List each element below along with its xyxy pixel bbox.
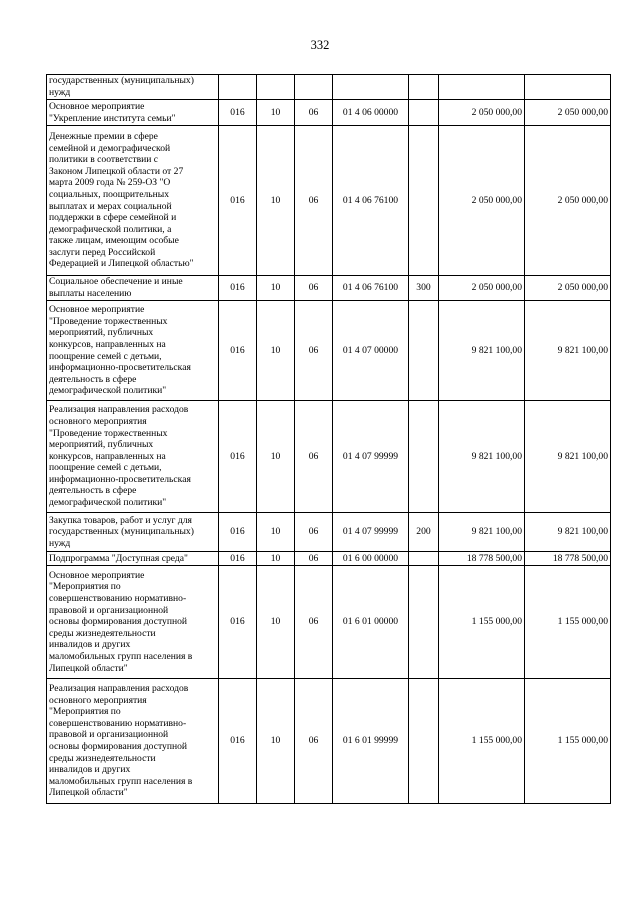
row-name: Основное мероприятие "Укрепление института семьи" — [47, 100, 219, 126]
row-subsection: 06 — [295, 276, 333, 301]
page-number: 332 — [310, 38, 330, 52]
row-section: 10 — [257, 552, 295, 566]
row-grbs: 016 — [219, 566, 257, 679]
row-expense-type — [409, 100, 439, 126]
row-subsection: 06 — [295, 301, 333, 401]
row-target-article — [333, 75, 409, 100]
row-sum-2: 18 778 500,00 — [525, 552, 611, 566]
row-subsection — [295, 75, 333, 100]
row-grbs: 016 — [219, 301, 257, 401]
row-target-article: 01 4 07 99999 — [333, 513, 409, 552]
row-sum-2: 2 050 000,00 — [525, 100, 611, 126]
table-row — [47, 276, 611, 301]
row-section: 10 — [257, 513, 295, 552]
row-name: государственных (муниципальных) нужд — [47, 75, 219, 100]
row-grbs — [219, 75, 257, 100]
row-expense-type — [409, 552, 439, 566]
row-section: 10 — [257, 566, 295, 679]
table-row — [47, 679, 611, 804]
row-subsection: 06 — [295, 401, 333, 513]
row-expense-type — [409, 126, 439, 276]
row-subsection: 06 — [295, 513, 333, 552]
row-subsection: 06 — [295, 552, 333, 566]
row-grbs: 016 — [219, 100, 257, 126]
row-section: 10 — [257, 679, 295, 804]
row-name: Денежные премии в сфере семейной и демографической политики в соответствии с Законом Липецкой области от 27 марта 2009 года № 259-ОЗ "О социальных, поощрительных выплатах и мерах социальной поддержки в сфере семейной и демографической политики, а также лицам, имеющим особые заслуги перед Российской Федерацией и Липецкой областью" — [47, 126, 219, 276]
row-subsection: 06 — [295, 679, 333, 804]
table-row — [47, 100, 611, 126]
table-body — [47, 75, 611, 804]
row-expense-type — [409, 566, 439, 679]
row-section: 10 — [257, 126, 295, 276]
row-sum-1: 1 155 000,00 — [439, 566, 525, 679]
row-subsection: 06 — [295, 126, 333, 276]
row-grbs: 016 — [219, 552, 257, 566]
row-expense-type — [409, 679, 439, 804]
row-grbs: 016 — [219, 276, 257, 301]
row-expense-type — [409, 401, 439, 513]
row-name: Подпрограмма "Доступная среда" — [47, 552, 219, 566]
row-target-article: 01 4 06 00000 — [333, 100, 409, 126]
row-expense-type — [409, 75, 439, 100]
row-section: 10 — [257, 401, 295, 513]
row-name: Реализация направления расходов основного мероприятия "Мероприятия по совершенствованию нормативно- правовой и организационной основы формирования доступной среды жизнедеятельности инвалидов и других маломобильных групп населения в Липецкой области" — [47, 679, 219, 804]
row-sum-2 — [525, 75, 611, 100]
row-sum-1: 18 778 500,00 — [439, 552, 525, 566]
row-name: Основное мероприятие "Проведение торжественных мероприятий, публичных конкурсов, направленных на поощрение семей с детьми, информационно-просветительская деятельность в сфере демографической политики" — [47, 301, 219, 401]
row-name: Реализация направления расходов основного мероприятия "Проведение торжественных мероприятий, публичных конкурсов, направленных на поощрение семей с детьми, информационно-просветительская деятельность в сфере демографической политики" — [47, 401, 219, 513]
row-section — [257, 75, 295, 100]
table-row — [47, 513, 611, 552]
row-sum-2: 1 155 000,00 — [525, 566, 611, 679]
row-sum-1 — [439, 75, 525, 100]
row-target-article: 01 6 01 99999 — [333, 679, 409, 804]
row-expense-type: 200 — [409, 513, 439, 552]
row-sum-2: 9 821 100,00 — [525, 401, 611, 513]
row-name: Основное мероприятие "Мероприятия по совершенствованию нормативно- правовой и организационной основы формирования доступной среды жизнедеятельности инвалидов и других маломобильных групп населения в Липецкой области" — [47, 566, 219, 679]
row-expense-type — [409, 301, 439, 401]
row-target-article: 01 4 06 76100 — [333, 276, 409, 301]
row-target-article: 01 4 06 76100 — [333, 126, 409, 276]
table-row — [47, 566, 611, 679]
row-name: Закупка товаров, работ и услуг для государственных (муниципальных) нужд — [47, 513, 219, 552]
row-target-article: 01 6 00 00000 — [333, 552, 409, 566]
row-grbs: 016 — [219, 513, 257, 552]
row-subsection: 06 — [295, 100, 333, 126]
table-row — [47, 75, 611, 100]
row-sum-1: 2 050 000,00 — [439, 276, 525, 301]
row-grbs: 016 — [219, 401, 257, 513]
row-expense-type: 300 — [409, 276, 439, 301]
row-grbs: 016 — [219, 126, 257, 276]
row-target-article: 01 4 07 00000 — [333, 301, 409, 401]
row-sum-2: 1 155 000,00 — [525, 679, 611, 804]
row-sum-2: 2 050 000,00 — [525, 276, 611, 301]
row-name: Социальное обеспечение и иные выплаты населению — [47, 276, 219, 301]
table-row — [47, 401, 611, 513]
row-sum-1: 9 821 100,00 — [439, 401, 525, 513]
row-sum-1: 2 050 000,00 — [439, 126, 525, 276]
row-sum-2: 9 821 100,00 — [525, 301, 611, 401]
row-grbs: 016 — [219, 679, 257, 804]
row-sum-1: 9 821 100,00 — [439, 513, 525, 552]
row-sum-2: 9 821 100,00 — [525, 513, 611, 552]
row-sum-2: 2 050 000,00 — [525, 126, 611, 276]
table-row — [47, 126, 611, 276]
table-row — [47, 552, 611, 566]
row-subsection: 06 — [295, 566, 333, 679]
row-sum-1: 9 821 100,00 — [439, 301, 525, 401]
row-section: 10 — [257, 100, 295, 126]
table-row — [47, 301, 611, 401]
row-section: 10 — [257, 301, 295, 401]
row-target-article: 01 4 07 99999 — [333, 401, 409, 513]
budget-table — [46, 74, 611, 804]
row-sum-1: 2 050 000,00 — [439, 100, 525, 126]
row-target-article: 01 6 01 00000 — [333, 566, 409, 679]
row-section: 10 — [257, 276, 295, 301]
row-sum-1: 1 155 000,00 — [439, 679, 525, 804]
